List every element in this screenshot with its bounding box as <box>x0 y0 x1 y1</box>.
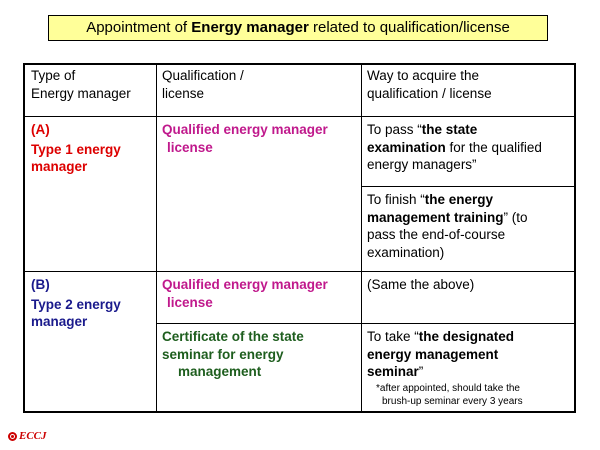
row-a-qual-line1: Qualified energy manager <box>162 122 328 137</box>
slide-title <box>48 15 548 41</box>
row-b-qualification-license <box>156 274 361 313</box>
row-b-same-text: (Same the above) <box>367 277 475 292</box>
row-b-type-line1: Type 2 energy <box>31 296 121 312</box>
row-a-way-exam <box>361 119 574 176</box>
eccj-logo-icon <box>8 432 17 441</box>
header-way-line2: qualification / license <box>367 85 492 101</box>
header-way <box>361 65 574 104</box>
row-a-way1-bold2: examination <box>367 139 446 155</box>
header-qualification <box>156 65 361 104</box>
row-b-note-line1: *after appointed, should take the <box>376 383 520 394</box>
row-b-divider <box>156 323 574 324</box>
row-a-type-line2: manager <box>31 159 88 174</box>
row-a-type <box>25 119 156 178</box>
row-a-qual-line2: license <box>167 139 213 155</box>
row-a-type-line1: Type 1 energy <box>31 141 121 157</box>
row-b-way-bold1: the designated <box>418 329 515 344</box>
row-b-qual2-line1: Certificate of the state <box>162 329 304 344</box>
row-a-way1-text1: To pass “ <box>367 122 422 137</box>
row-b-type-line2: manager <box>31 314 88 329</box>
qualification-table <box>23 63 576 413</box>
row-a-way-divider <box>361 186 574 187</box>
header-way-line1: Way to acquire the <box>367 68 480 83</box>
row-ab-divider <box>25 271 574 272</box>
row-b-label: (B) <box>31 277 50 292</box>
row-b-way-bold2: energy management <box>367 346 499 362</box>
row-b-footnote <box>376 382 572 408</box>
header-type-line2: Energy manager <box>31 85 131 101</box>
title-bold: Energy manager <box>191 19 309 36</box>
row-b-type <box>25 274 156 333</box>
header-qual-line2: license <box>162 85 205 101</box>
row-a-label: (A) <box>31 122 50 137</box>
row-a-way1-text3: energy managers” <box>367 157 477 172</box>
row-b-way-text1: To take “ <box>367 329 419 344</box>
row-b-note-line2: brush-up seminar every 3 years <box>382 396 523 407</box>
row-b-way-text2: ” <box>418 364 424 379</box>
row-b-qualification-certificate <box>156 326 361 383</box>
row-a-way2-bold1: the energy <box>424 192 494 207</box>
row-b-qual1-line2: license <box>167 294 213 310</box>
title-prefix: Appointment of <box>86 19 192 36</box>
row-b-qual2-line2: seminar for energy <box>162 346 284 362</box>
header-divider <box>25 116 574 117</box>
row-a-way1-text2: for the qualified <box>445 139 542 155</box>
row-a-way2-text2: ” (to <box>503 209 528 225</box>
row-a-way2-text3: pass the end-of-course <box>367 227 506 242</box>
eccj-logo <box>8 430 47 442</box>
row-a-qualification <box>156 119 361 158</box>
title-suffix: related to qualification/license <box>308 19 510 36</box>
row-b-way-seminar <box>361 326 574 383</box>
eccj-logo-text: ECCJ <box>19 430 47 442</box>
row-b-way-bold3: seminar <box>367 364 419 379</box>
row-b-way-same <box>361 274 574 296</box>
row-a-way-training <box>361 189 574 263</box>
header-type-line1: Type of <box>31 68 76 83</box>
header-qual-line1: Qualification / <box>162 68 244 83</box>
row-b-qual1-line1: Qualified energy manager <box>162 277 328 292</box>
header-type <box>25 65 156 104</box>
row-a-way2-text1: To finish “ <box>367 192 425 207</box>
row-a-way1-bold1: the state <box>421 122 478 137</box>
row-a-way2-text4: examination) <box>367 244 445 260</box>
row-a-way2-bold2: management training <box>367 209 504 225</box>
row-b-qual2-line3: management <box>178 364 262 379</box>
